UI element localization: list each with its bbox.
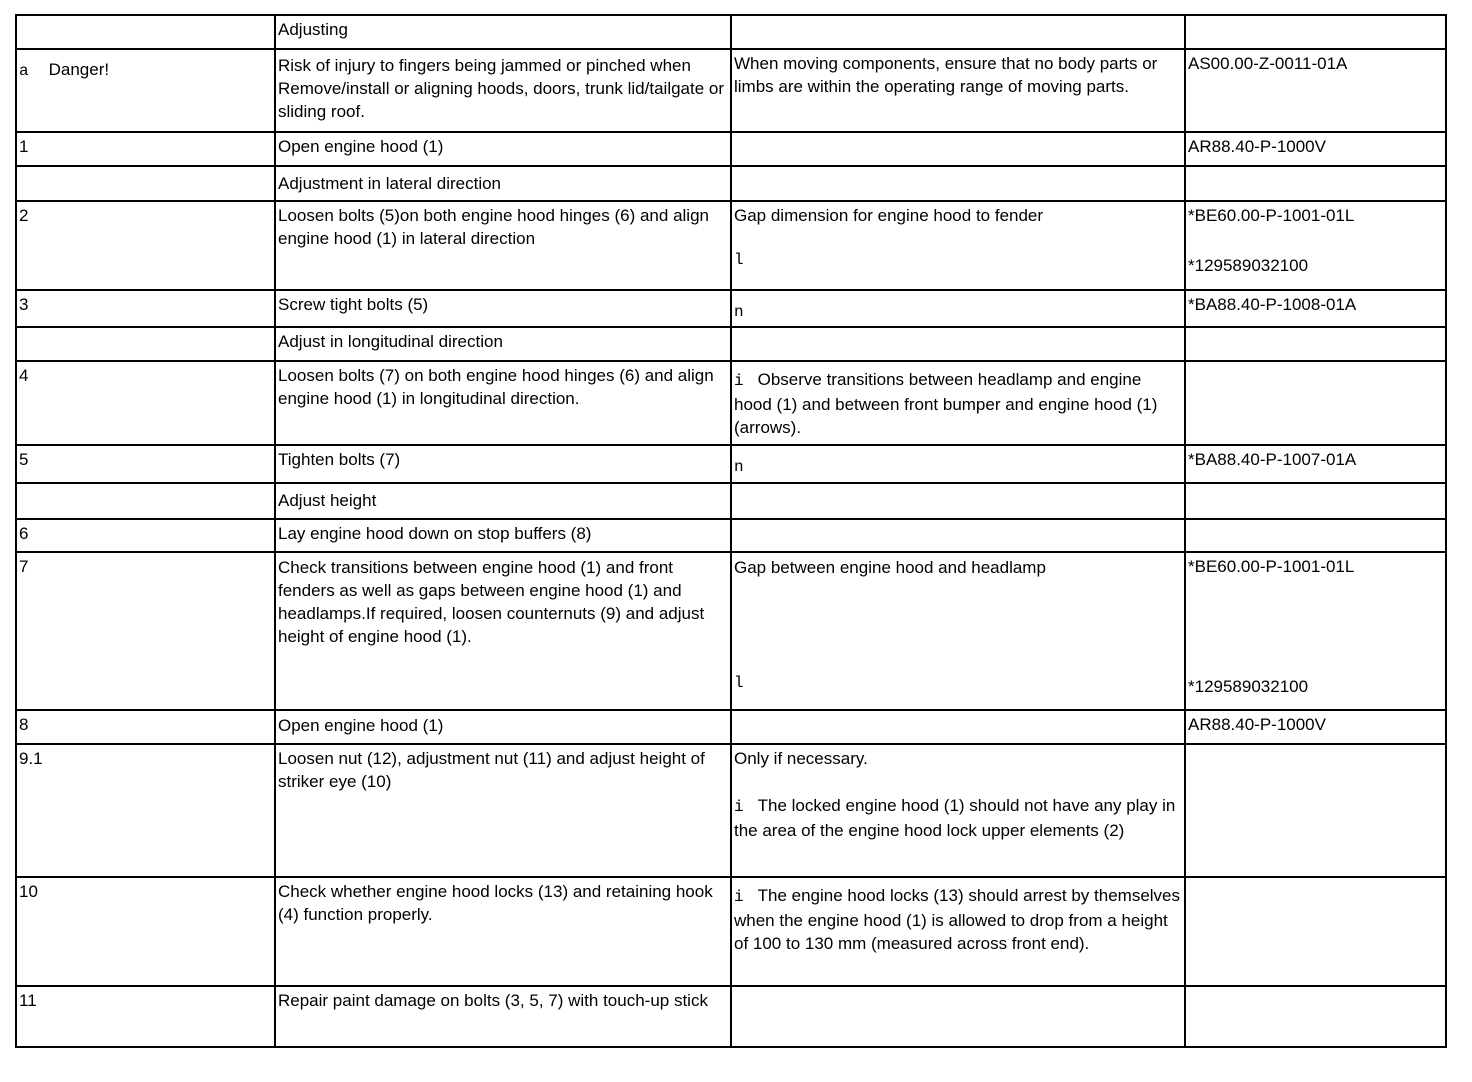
document-reference: *BA88.40-P-1007-01A: [1188, 450, 1357, 469]
step-number-cell: 6: [16, 519, 275, 552]
step-description-cell: Check whether engine hood locks (13) and retaining hook (4) function properly.: [275, 877, 731, 986]
info-cell: [731, 483, 1185, 519]
table-row: [16, 744, 1446, 877]
tool-symbol-icon: l: [734, 674, 744, 692]
document-reference: *BE60.00-P-1001-01L: [1188, 557, 1355, 576]
table-row: [16, 201, 1446, 290]
reference-cell: [1185, 710, 1446, 744]
step-description-cell: [275, 483, 731, 519]
table-row: [16, 710, 1446, 744]
info-cell: [731, 519, 1185, 552]
table-row: [16, 519, 1446, 552]
step-description-cell: Open engine hood (1): [275, 710, 731, 744]
danger-cell: [16, 49, 275, 132]
step-number-cell: [16, 483, 275, 519]
reference-cell: [1185, 132, 1446, 166]
info-cell: Only if necessary. i The locked engine hood (1) should not have any play in the area of the engine hood lock upper elements (2): [731, 744, 1185, 877]
step-number-cell: 10: [16, 877, 275, 986]
step-description-cell: Screw tight bolts (5): [275, 290, 731, 327]
info-cell: [731, 132, 1185, 166]
info-note-icon: i: [734, 888, 744, 906]
section-heading: Adjust height: [278, 491, 377, 510]
step-number-cell: 2: [16, 201, 275, 290]
section-heading: Adjusting: [278, 20, 348, 39]
table-row: [16, 132, 1446, 166]
section-heading: Adjust in longitudinal direction: [278, 332, 503, 351]
step-description-cell: Loosen bolts (7) on both engine hood hinges (6) and align engine hood (1) in longitudinal direction.: [275, 361, 731, 445]
step-number-cell: 5: [16, 445, 275, 483]
info-cell: [731, 166, 1185, 201]
step-description-cell: Open engine hood (1): [275, 132, 731, 166]
section-heading: Adjustment in lateral direction: [278, 174, 502, 193]
document-reference: AS00.00-Z-0011-01A: [1188, 54, 1348, 73]
step-number-cell: 11: [16, 986, 275, 1047]
info-cell: [731, 710, 1185, 744]
reference-cell: [1185, 986, 1446, 1047]
table-row: [16, 877, 1446, 986]
reference-cell: [1185, 327, 1446, 361]
step-number-cell: 4: [16, 361, 275, 445]
reference-cell: [1185, 877, 1446, 986]
step-description-cell: [275, 15, 731, 49]
step-number-cell: [16, 327, 275, 361]
tool-reference: *129589032100: [1188, 677, 1309, 696]
reference-cell: [1185, 290, 1446, 327]
step-number-cell: 7: [16, 552, 275, 710]
step-description-cell: Risk of injury to fingers being jammed or pinched when Remove/install or aligning hoods, doors, trunk lid/tailgate or sliding roof.: [275, 49, 731, 132]
info-cell: [731, 445, 1185, 483]
table-row: [16, 15, 1446, 49]
step-description-cell: Loosen bolts (5)on both engine hood hinges (6) and align engine hood (1) in lateral direction: [275, 201, 731, 290]
document-reference: *BE60.00-P-1001-01L: [1188, 206, 1355, 225]
reference-cell: [1185, 483, 1446, 519]
step-description-cell: [275, 327, 731, 361]
step-number-cell: 8: [16, 710, 275, 744]
tool-reference: *129589032100: [1188, 256, 1309, 275]
document-reference: AR88.40-P-1000V: [1188, 137, 1326, 156]
info-note-icon: i: [734, 372, 744, 390]
tool-symbol-icon: l: [734, 251, 744, 269]
danger-symbol-icon: a: [19, 62, 29, 80]
step-description-cell: [275, 166, 731, 201]
info-cell: [731, 15, 1185, 49]
table-row: [16, 327, 1446, 361]
table-row: [16, 166, 1446, 201]
reference-cell: [1185, 445, 1446, 483]
procedure-table: [15, 14, 1447, 1048]
step-description-cell: Tighten bolts (7): [275, 445, 731, 483]
torque-symbol-icon: n: [734, 458, 744, 476]
table-row: [16, 483, 1446, 519]
step-number-cell: [16, 166, 275, 201]
document-reference: AR88.40-P-1000V: [1188, 715, 1326, 734]
step-number-cell: 1: [16, 132, 275, 166]
table-row: [16, 49, 1446, 132]
table-row: [16, 361, 1446, 445]
reference-cell: [1185, 49, 1446, 132]
info-cell: i Observe transitions between headlamp and engine hood (1) and between front bumper and engine hood (1) (arrows).: [731, 361, 1185, 445]
step-description-cell: Loosen nut (12), adjustment nut (11) and adjust height of striker eye (10): [275, 744, 731, 877]
info-note-icon: i: [734, 798, 744, 816]
table-row: [16, 290, 1446, 327]
reference-cell: [1185, 361, 1446, 445]
reference-cell: [1185, 519, 1446, 552]
torque-symbol-icon: n: [734, 303, 744, 321]
step-description-cell: Repair paint damage on bolts (3, 5, 7) with touch-up stick: [275, 986, 731, 1047]
info-cell: [731, 327, 1185, 361]
info-cell: Gap dimension for engine hood to fender l: [731, 201, 1185, 290]
info-cell: i The engine hood locks (13) should arrest by themselves when the engine hood (1) is allowed to drop from a height of 100 to 130 mm (measured across front end).: [731, 877, 1185, 986]
reference-cell: [1185, 15, 1446, 49]
step-description-cell: Lay engine hood down on stop buffers (8): [275, 519, 731, 552]
reference-cell: [1185, 744, 1446, 877]
info-cell: Gap between engine hood and headlamp l: [731, 552, 1185, 710]
info-cell: When moving components, ensure that no body parts or limbs are within the operating range of moving parts.: [731, 49, 1185, 132]
step-number-cell: 3: [16, 290, 275, 327]
table-row: [16, 552, 1446, 710]
step-number-cell: 9.1: [16, 744, 275, 877]
reference-cell: [1185, 201, 1446, 290]
step-number-cell: [16, 15, 275, 49]
table-row: [16, 445, 1446, 483]
reference-cell: [1185, 552, 1446, 710]
table-row: [16, 986, 1446, 1047]
reference-cell: [1185, 166, 1446, 201]
danger-label: Danger!: [48, 60, 110, 79]
document-reference: *BA88.40-P-1008-01A: [1188, 295, 1357, 314]
step-description-cell: Check transitions between engine hood (1) and front fenders as well as gaps between engine hood (1) and headlamps.If required, loosen counternuts (9) and adjust height of engine hood (1).: [275, 552, 731, 710]
info-cell: [731, 986, 1185, 1047]
info-cell: [731, 290, 1185, 327]
